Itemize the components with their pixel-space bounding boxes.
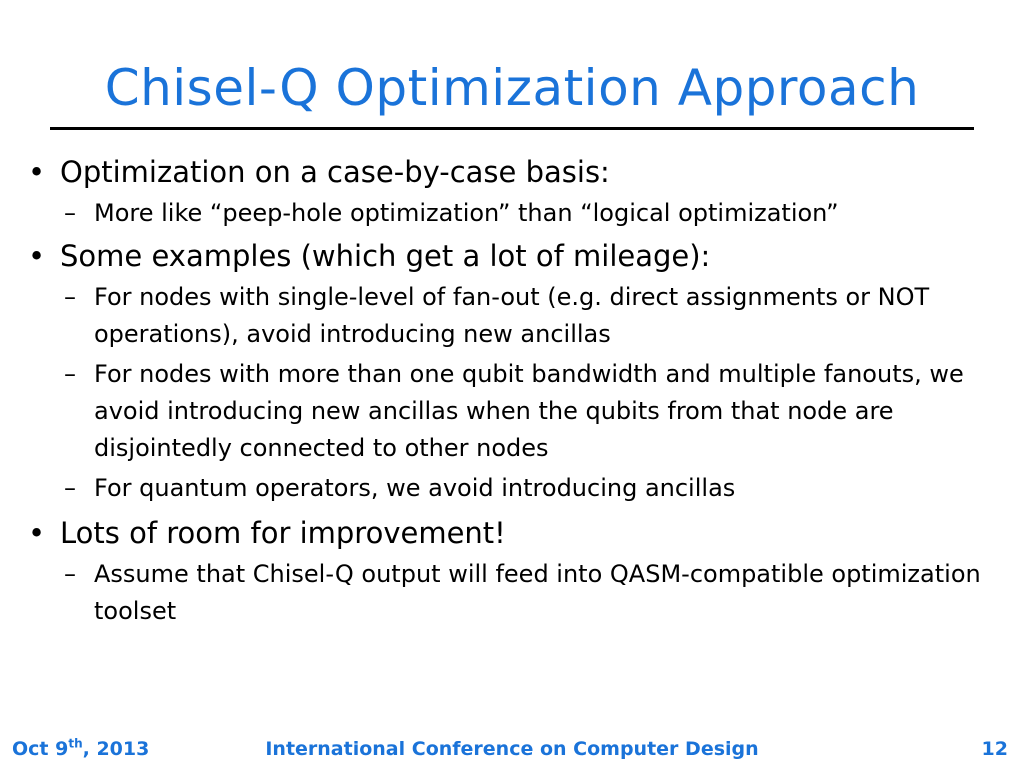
dash-mark: – [64,360,76,388]
bullet-text: Lots of room for improvement! [60,516,506,550]
sub-bullet-text: For nodes with more than one qubit bandwidth and multiple fanouts, we avoid introducing new ancillas when the qubits from that node are disjointedly connected to other nodes [94,360,964,462]
bullet-mark: • [28,516,46,550]
sub-bullet-item [22,195,1007,232]
sub-bullet-item [22,556,1007,630]
sub-bullet-item [22,279,1007,353]
sub-bullet-text: More like “peep-hole optimization” than “logical optimization” [94,199,839,227]
bullet-text: Some examples (which get a lot of mileage): [60,239,711,273]
footer-conference: International Conference on Computer Design [265,738,759,760]
bullet-text: Optimization on a case-by-case basis: [60,155,610,189]
sub-bullet-text: For quantum operators, we avoid introducing ancillas [94,474,736,502]
dash-mark: – [64,199,76,227]
title-underline [50,127,974,130]
page-number: 12 [981,738,1008,760]
dash-mark: – [64,474,76,502]
footer-date-year: , 2013 [82,738,150,760]
footer-date-sup: th [68,736,83,751]
dash-mark: – [64,283,76,311]
bullet-item [22,513,1007,553]
sub-bullet-text: Assume that Chisel-Q output will feed into QASM-compatible optimization toolset [94,560,981,625]
slide-content [22,152,1007,630]
bullet-mark: • [28,239,46,273]
sub-bullet-item [22,356,1007,467]
dash-mark: – [64,560,76,588]
footer-date-main: Oct 9 [12,738,69,760]
slide-title: Chisel-Q Optimization Approach [104,59,920,117]
bullet-item [22,236,1007,276]
bullet-mark: • [28,155,46,189]
bullet-item [22,152,1007,192]
sub-bullet-text: For nodes with single-level of fan-out (e.g. direct assignments or NOT operations), avoid introducing new ancillas [94,283,930,348]
sub-bullet-item [22,470,1007,507]
